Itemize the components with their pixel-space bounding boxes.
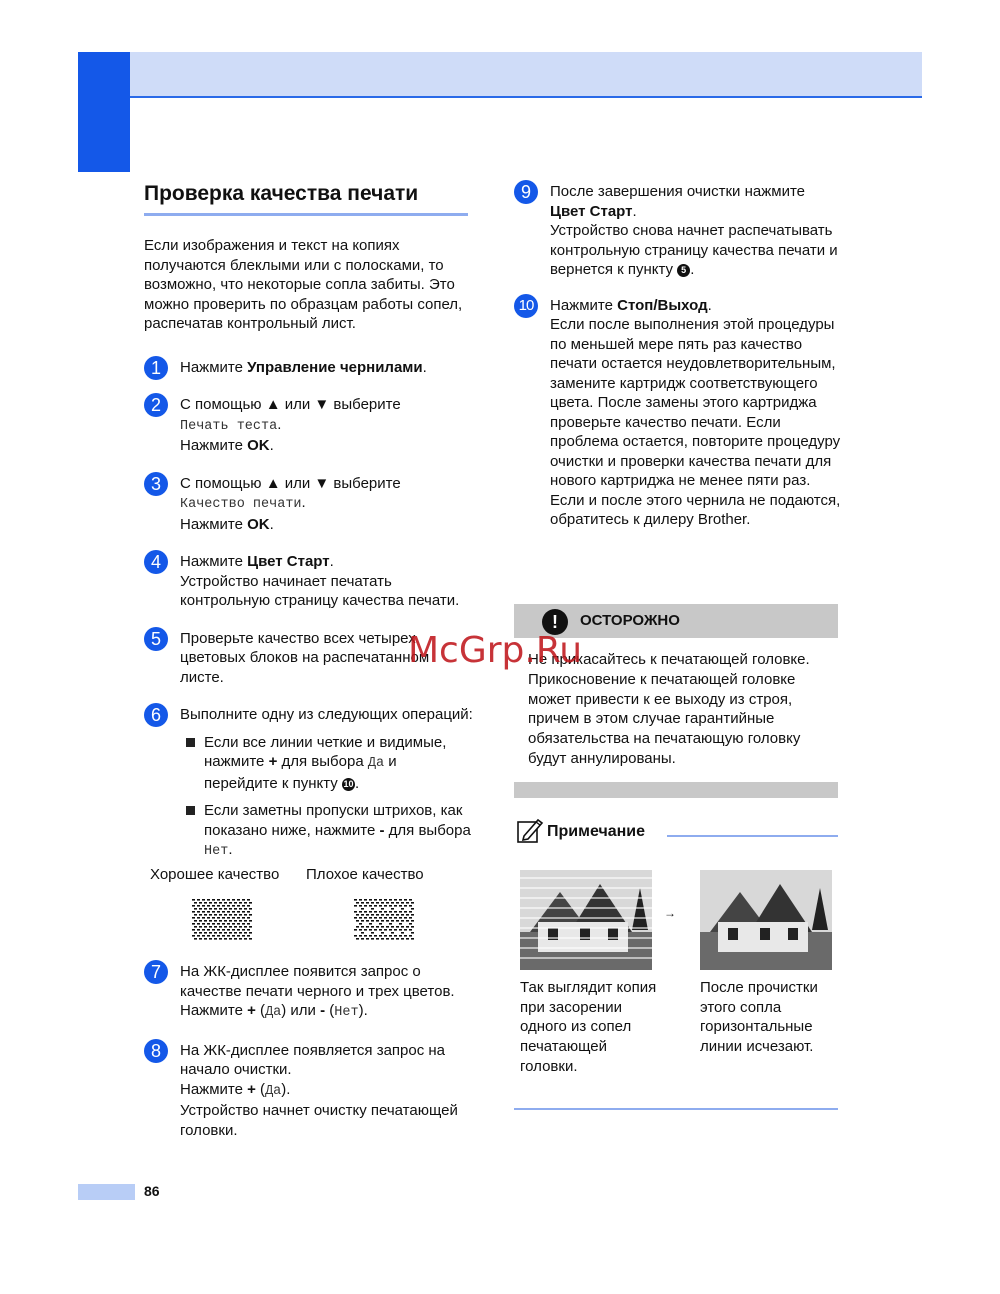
step-number-icon: 3 <box>144 472 168 496</box>
note-pencil-icon <box>516 816 544 844</box>
step-ref-icon: 10 <box>343 778 354 789</box>
left-column <box>144 180 474 862</box>
bullet-bad: Если заметны пропуски штрихов, как показано ниже, нажмите - для выбора Нет. <box>180 801 474 862</box>
caution-footer <box>514 782 838 798</box>
step-number-icon: 7 <box>144 960 168 984</box>
watermark-text: McGrp.Ru <box>408 630 583 671</box>
step-2-text: С помощью ▲ или ▼ выберите <box>180 396 401 413</box>
step-5-text: Проверьте качество всех четырех цветовых блоков на распечатанном листе. <box>180 629 430 686</box>
step-2: 2 С помощью ▲ или ▼ выберите Печать теста. Нажмите OK. <box>144 393 474 456</box>
caution-title: ОСТОРОЖНО <box>580 612 680 629</box>
caption-before: Так выглядит копия при засорении одного из сопел печатающей головки. <box>520 979 657 1075</box>
bullet-good: Если все линии четкие и видимые, нажмите + для выбора Да и перейдите к пункту 10 . <box>180 733 474 794</box>
step-9: 9 После завершения очистки нажмите Цвет Старт. Устройство снова начнет распечатывать контрольную страницу качества печати и вернется к пункту 5 . <box>514 180 844 280</box>
page-number: 86 <box>144 1183 160 1199</box>
house-photo-clean <box>700 870 832 970</box>
ink-management-key: Управление чернилами <box>247 358 423 376</box>
step-7-text: На ЖК-дисплее появится запрос о качестве печати черного и трех цветов. <box>180 963 455 1000</box>
footer-band <box>78 1184 135 1200</box>
color-start-key: Цвет Старт <box>550 202 633 220</box>
step-number-icon: 5 <box>144 627 168 651</box>
exclamation-icon: ! <box>542 609 568 635</box>
step-number-icon: 2 <box>144 393 168 417</box>
square-bullet-icon <box>186 738 195 747</box>
good-nozzle-pattern <box>190 898 252 942</box>
step-number-icon: 6 <box>144 703 168 727</box>
lcd-option-print-quality: Качество печати <box>180 497 302 512</box>
house-photo-striped <box>520 870 652 970</box>
bad-quality-label: Плохое качество <box>306 866 424 883</box>
caption-after: После прочистки этого сопла горизонтальные линии исчезают. <box>700 979 818 1056</box>
intro-paragraph: Если изображения и текст на копиях получаются блеклыми или с полосками, то возможно, что некоторые сопла забиты. Это можно проверить по образцам работы сопел, распечатав контрольный лист. <box>144 237 463 332</box>
title-rule <box>144 213 468 216</box>
step-6 <box>144 703 474 862</box>
lcd-option-print-test: Печать теста <box>180 418 278 434</box>
step-number-icon: 1 <box>144 356 168 380</box>
bad-nozzle-pattern <box>352 898 414 942</box>
header-accent-block <box>78 52 130 172</box>
section-title: Проверка качества печати <box>144 182 419 205</box>
caution-text: Не прикасайтесь к печатающей головке. Прикосновение к печатающей головке может привести к ее выходу из строя, причем в этом случае гарантийные обязательства на печатающую головку будут аннулированы. <box>528 651 810 767</box>
right-column <box>514 180 844 530</box>
step-10-text: Если после выполнения этой процедуры по меньшей мере пять раз качество печати остается неудовлетворительным, замените картридж соответствующего цвета. После замены этого картриджа проверьте качество печати. Если проблема остается, повторите процедуру очистки и проверки качества печати для нового картриджа не менее пяти раз. Если и после этого чернила не подаются, обратитесь к дилеру Brother. <box>550 316 841 528</box>
arrow-icon: → <box>664 906 676 920</box>
header-rule <box>130 96 922 98</box>
step-1: 1 Нажмите Управление чернилами. <box>144 356 474 378</box>
step-1-text: Нажмите <box>180 358 248 376</box>
note-title: Примечание <box>547 823 646 840</box>
step-4: 4 Нажмите Цвет Старт. Устройство начинает печатать контрольную страницу качества печати. <box>144 550 474 611</box>
step-9-text: Устройство снова начнет распечатывать контрольную страницу качества печати и вернется к пункту <box>550 222 838 278</box>
ok-key: OK <box>247 515 270 533</box>
step-ref-icon: 5 <box>677 264 690 277</box>
good-quality-label: Хорошее качество <box>150 866 280 883</box>
step-number-icon: 9 <box>514 180 538 204</box>
step-number-icon: 4 <box>144 550 168 574</box>
step-8: 8 На ЖК-дисплее появляется запрос на начало очистки. Нажмите + (Да). Устройство начнет очистку печатающей головки. <box>144 1039 474 1141</box>
step-3: 3 С помощью ▲ или ▼ выберите Качество печати. Нажмите OK. <box>144 472 474 535</box>
left-column-lower <box>144 960 474 1140</box>
color-start-key: Цвет Старт <box>247 553 330 570</box>
step-4-text: Устройство начинает печатать контрольную страницу качества печати. <box>180 572 460 609</box>
note-bottom-rule <box>514 1108 838 1110</box>
step-8-text: На ЖК-дисплее появляется запрос на начало очистки. <box>180 1041 446 1078</box>
step-number-icon: 8 <box>144 1039 168 1063</box>
header-band <box>130 52 922 96</box>
square-bullet-icon <box>186 806 195 815</box>
step-10: 10 Нажмите Стоп/Выход. Если после выполнения этой процедуры по меньшей мере пять раз качество печати остается неудовлетворительным, замените картридж соответствующего цвета. После замены этого картриджа проверьте качество печати. Если проблема остается, повторите процедуру очистки и проверки качества печати для нового картриджа не менее пяти раз. Если и после этого чернила не подаются, обратитесь к дилеру Brother. <box>514 294 844 530</box>
step-6-text: Выполните одну из следующих операций: <box>180 706 473 723</box>
step-3-text: С помощью ▲ или ▼ выберите <box>180 474 401 492</box>
step-7: 7 На ЖК-дисплее появится запрос о качестве печати черного и трех цветов. Нажмите + (Да) или - (Нет). <box>144 960 474 1023</box>
step-number-icon: 10 <box>514 294 538 318</box>
ok-key: OK <box>247 437 270 454</box>
stop-exit-key: Стоп/Выход <box>617 296 708 314</box>
note-rule <box>667 835 838 837</box>
